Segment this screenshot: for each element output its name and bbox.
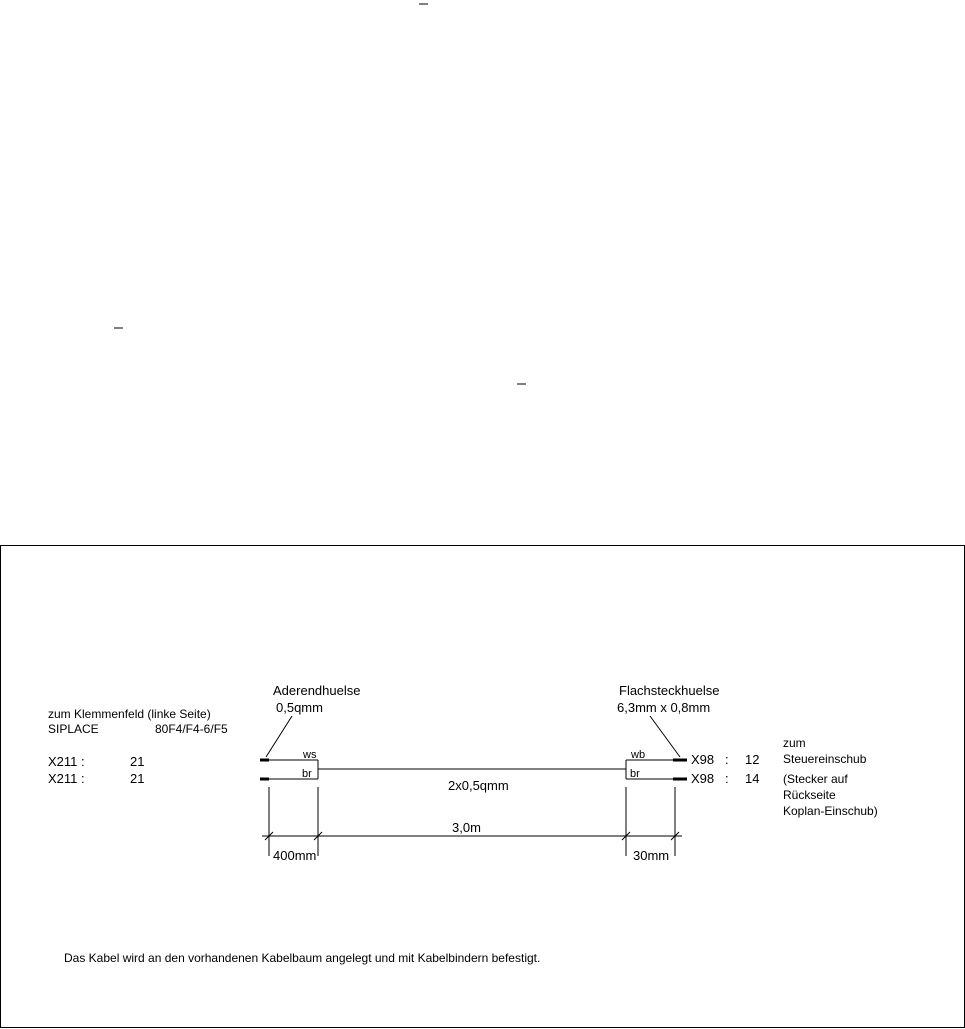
right-block-line2: Steuereinschub bbox=[783, 752, 867, 766]
installation-note: Das Kabel wird an den vorhandenen Kabelbaum angelegt und mit Kabelbindern befestigt. bbox=[64, 951, 541, 965]
right-terminals bbox=[691, 752, 759, 786]
dimensioning bbox=[262, 787, 682, 863]
right-block-line3: (Stecker auf bbox=[783, 772, 848, 786]
callout-aderendhuelse-spec: 0,5qmm bbox=[276, 700, 323, 715]
left-terminal-2-name: X211 : bbox=[48, 771, 85, 786]
right-block-line5: Koplan-Einschub) bbox=[783, 804, 878, 818]
callout-leader-left bbox=[266, 716, 292, 757]
right-terminal-2-name: X98 bbox=[691, 771, 715, 786]
right-terminal-2-value: 14 bbox=[745, 771, 760, 786]
dim-label-left: 400mm bbox=[273, 848, 317, 863]
right-terminal-1-sep: : bbox=[725, 752, 729, 767]
right-terminal-1-name: X98 bbox=[691, 752, 715, 767]
cable-cross-section-label: 2x0,5qmm bbox=[448, 778, 509, 793]
left-block-line2a: SIPLACE bbox=[48, 722, 99, 736]
callout-flachsteck-title: Flachsteckhuelse bbox=[619, 683, 720, 698]
left-terminal-1-name: X211 : bbox=[48, 754, 85, 769]
right-block-line1: zum bbox=[783, 736, 806, 750]
callout-labels bbox=[266, 683, 719, 757]
wire-color-right-top: wb bbox=[631, 749, 646, 761]
dim-label-total: 3,0m bbox=[452, 820, 481, 835]
wire-color-left-top: ws bbox=[303, 749, 317, 761]
left-block-line2b: 80F4/F4-6/F5 bbox=[155, 722, 228, 736]
callout-flachsteck-spec: 6,3mm x 0,8mm bbox=[617, 700, 711, 715]
callout-aderendhuelse-title: Aderendhuelse bbox=[273, 683, 361, 698]
right-block-line4: Rückseite bbox=[783, 788, 836, 802]
wire-color-right-bottom: br bbox=[630, 768, 640, 780]
cable-assembly bbox=[260, 749, 687, 793]
left-text-block bbox=[48, 707, 228, 786]
left-terminal-2-value: 21 bbox=[130, 771, 145, 786]
right-terminal-1-value: 12 bbox=[745, 752, 760, 767]
stray-marks bbox=[114, 4, 526, 384]
right-text-block bbox=[783, 736, 878, 818]
wire-color-left-bottom: br bbox=[302, 768, 312, 780]
callout-leader-right bbox=[650, 716, 680, 757]
dim-label-right: 30mm bbox=[633, 848, 670, 863]
left-terminal-1-value: 21 bbox=[130, 754, 145, 769]
right-terminal-2-sep: : bbox=[725, 771, 729, 786]
left-block-line1: zum Klemmenfeld (linke Seite) bbox=[48, 707, 211, 721]
